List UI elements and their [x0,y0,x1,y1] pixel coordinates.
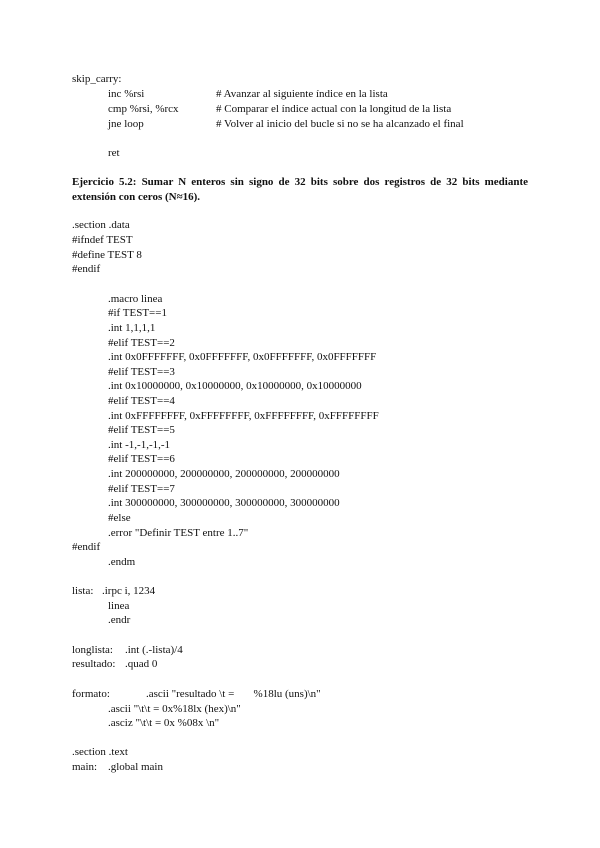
code-line: .asciz "\t\t = 0x %08x \n" [108,717,220,729]
code-line: #else [108,512,131,524]
code-line: #elif TEST==2 [108,337,175,349]
code-line: .int 1,1,1,1 [108,322,156,334]
code-line: .int 0xFFFFFFFF, 0xFFFFFFFF, 0xFFFFFFFF, 0xFFFFFFFF [108,410,379,422]
label-skip-carry: skip_carry: [72,73,122,85]
code-line: linea [108,600,130,612]
label-lista: lista: [72,585,94,597]
label-resultado: resultado: [72,658,116,670]
code-line: .endm [108,556,136,568]
code-line: #define TEST 8 [72,249,142,261]
label-formato: formato: [72,688,110,700]
code-line: #elif TEST==7 [108,483,175,495]
code-line: .int 300000000, 300000000, 300000000, 300000000 [108,497,340,509]
code-line: .irpc i, 1234 [102,585,156,597]
code-line: jne loop [108,118,144,130]
code-line: .ascii "\t\t = 0x%18lx (hex)\n" [108,703,241,715]
code-line: #endif [72,263,101,275]
code-line: #if TEST==1 [108,307,167,319]
code-line: #ifndef TEST [72,234,133,246]
code-line: #elif TEST==5 [108,424,175,436]
code-line: .int 0x0FFFFFFF, 0x0FFFFFFF, 0x0FFFFFFF, 0x0FFFFFFF [108,351,377,363]
code-line: #endif [72,541,101,553]
code-line: .error "Definir TEST entre 1..7" [108,527,249,539]
code-line: cmp %rsi, %rcx [108,103,179,115]
code-line: .int (.-lista)/4 [125,644,183,656]
code-line: #elif TEST==4 [108,395,175,407]
code-line: ret [108,147,120,159]
code-line: .int 200000000, 200000000, 200000000, 200000000 [108,468,340,480]
code-line: .int -1,-1,-1,-1 [108,439,171,451]
label-longlista: longlista: [72,644,113,656]
code-line: .ascii "resultado \t = %18lu (uns)\n" [146,688,321,700]
code-comment: # Comparar el índice actual con la longitud de la lista [216,103,452,115]
code-comment: # Avanzar al siguiente índice en la lista [216,88,388,100]
code-line: .int 0x10000000, 0x10000000, 0x10000000, 0x10000000 [108,380,362,392]
code-line: .global main [108,761,163,773]
code-comment: # Volver al inicio del bucle si no se ha alcanzado el final [216,118,464,130]
code-line: .section .text [72,746,128,758]
exercise-heading: Ejercicio 5.2: Sumar N enteros sin signo de 32 bits sobre dos registros de 32 bits mediante extensión con ceros (N≈16). [72,176,528,203]
code-line: #elif TEST==6 [108,453,175,465]
label-main: main: [72,761,98,773]
code-line: .section .data [72,219,130,231]
code-line: .macro linea [108,293,163,305]
code-line: #elif TEST==3 [108,366,175,378]
code-line: inc %rsi [108,88,145,100]
code-line: .endr [108,614,131,626]
code-line: .quad 0 [125,658,158,670]
